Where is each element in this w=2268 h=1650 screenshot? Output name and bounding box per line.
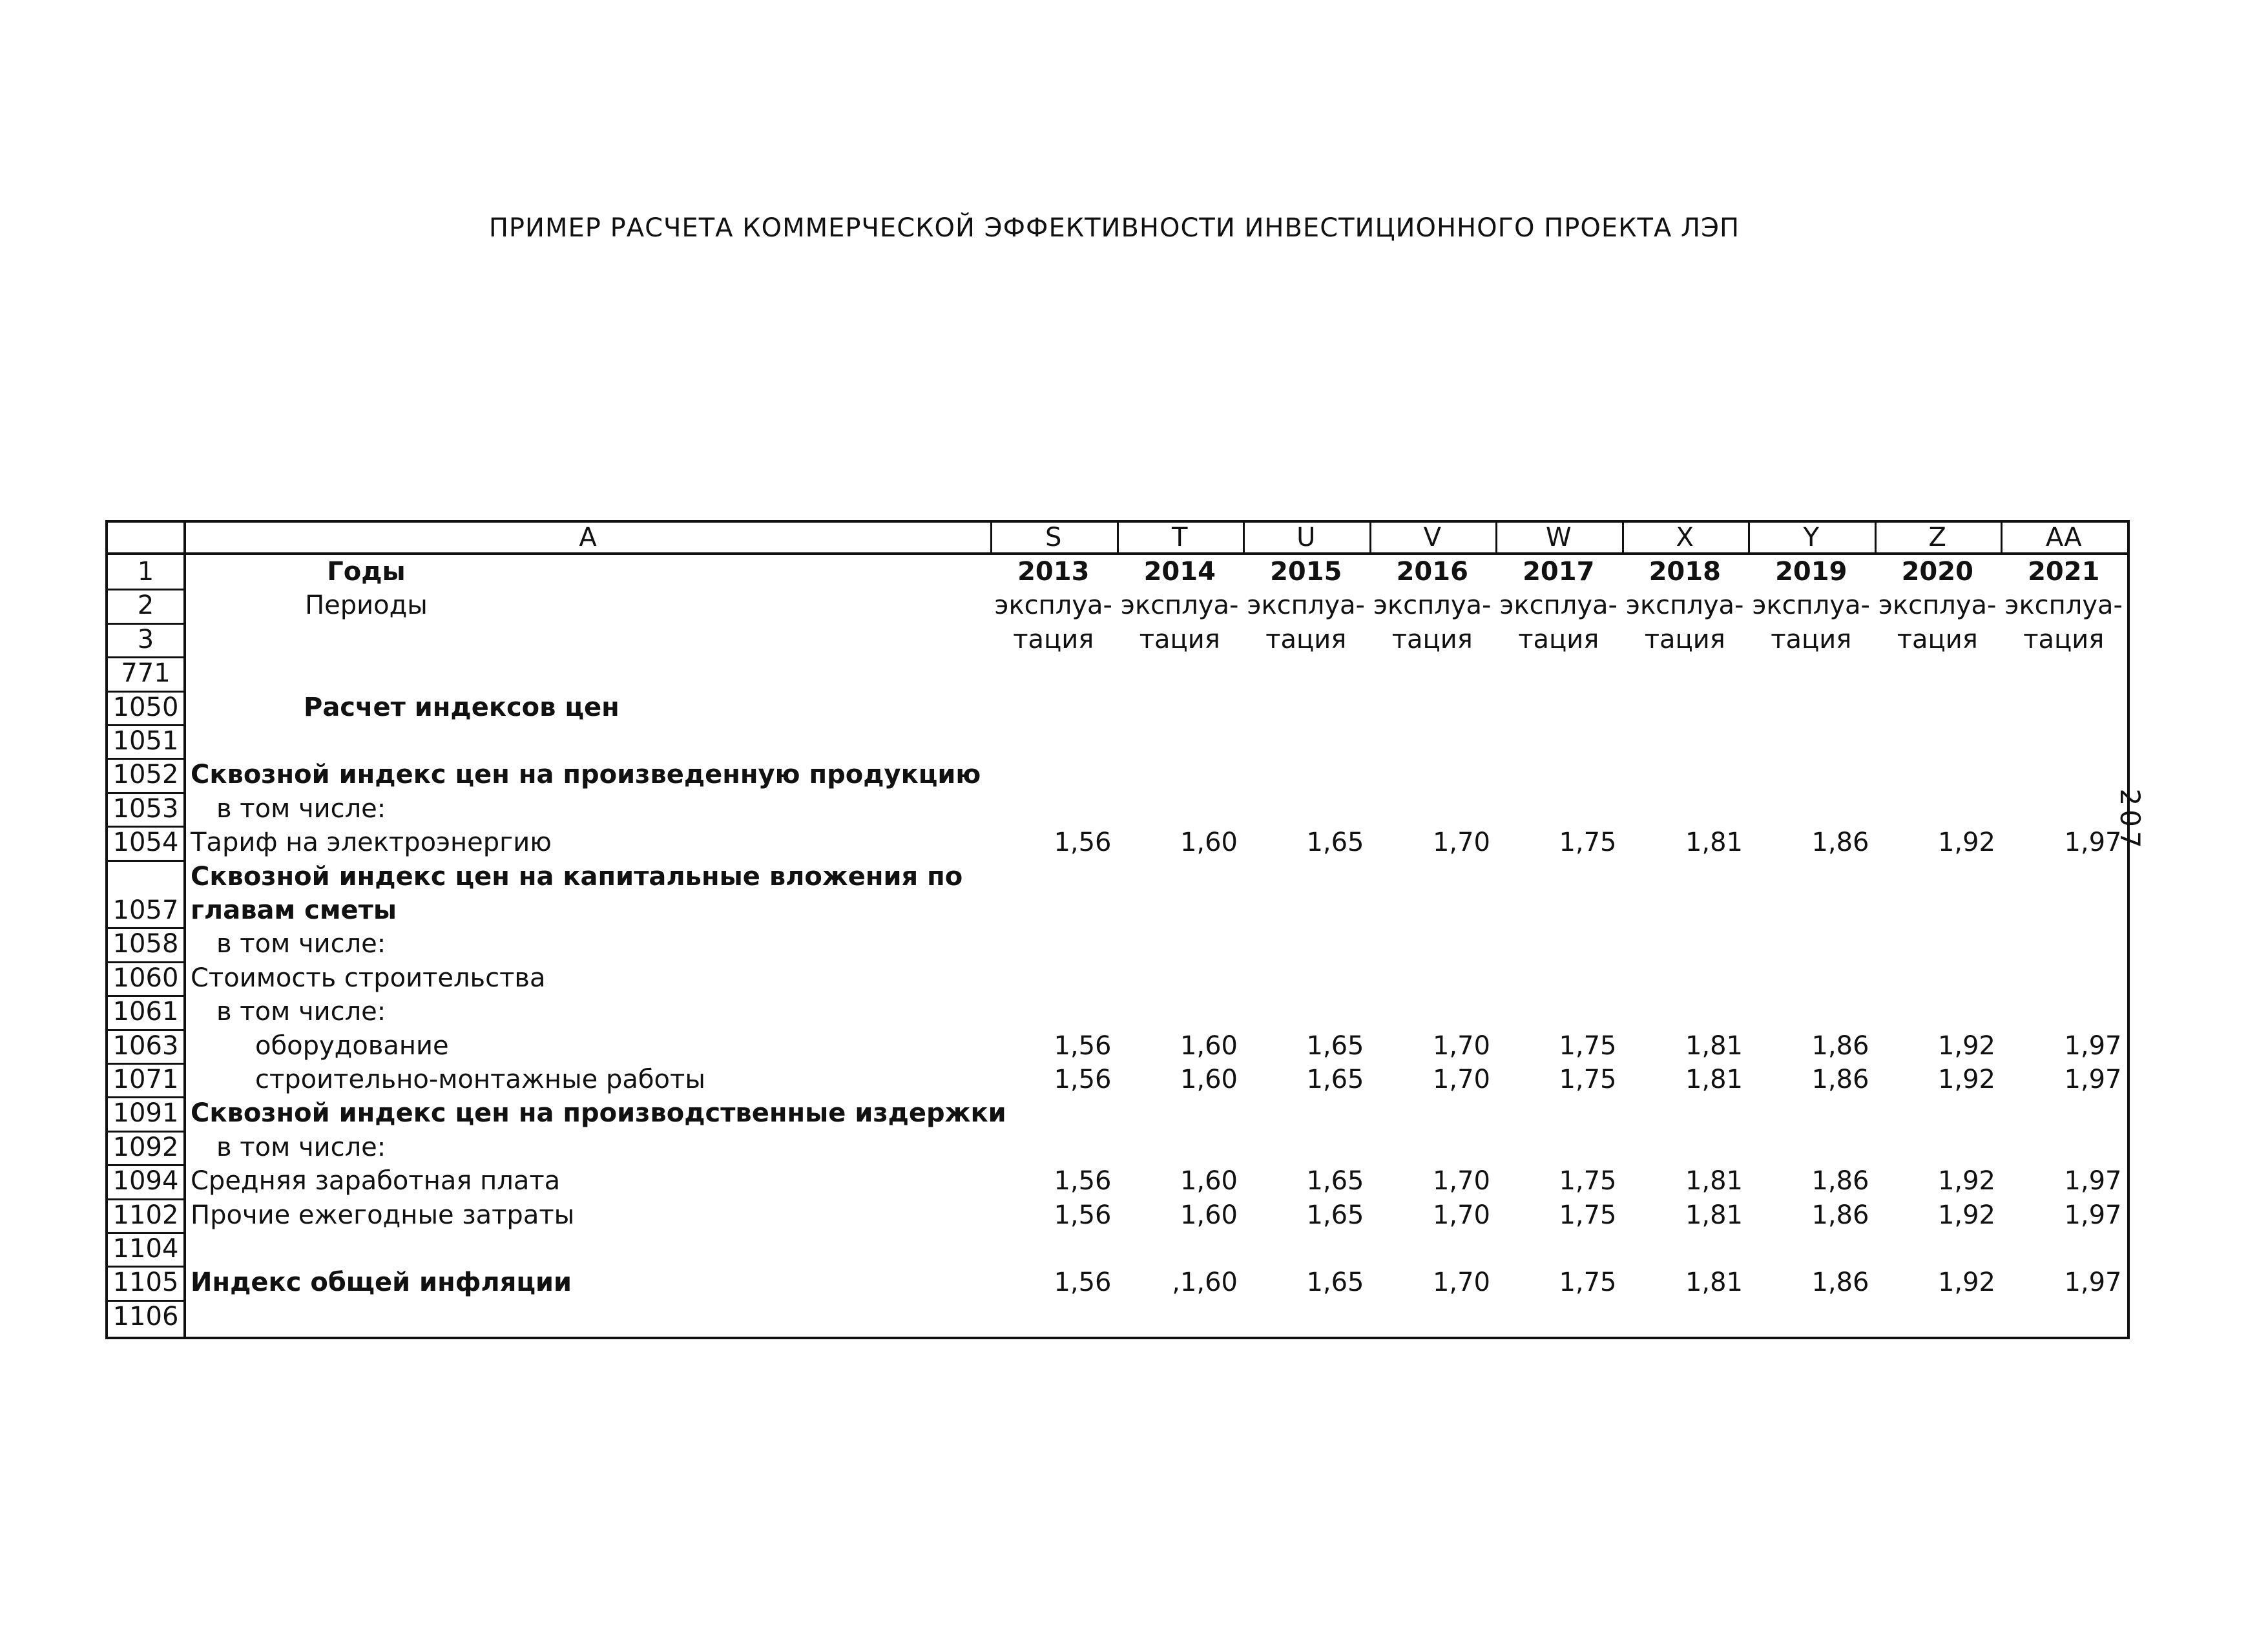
row-label: в том числе: <box>216 929 386 959</box>
value-cell: 1,70 <box>1432 1166 1490 1196</box>
row-number: 1094 <box>112 1166 179 1196</box>
value-cell: 1,86 <box>1811 1030 1869 1061</box>
value-cell: 1,60 <box>1180 828 1238 858</box>
period-label: эксплуа- <box>1373 590 1492 621</box>
grid-line-v <box>183 523 186 1337</box>
value-cell: 1,56 <box>1054 1200 1112 1230</box>
row-number: 1060 <box>112 963 179 993</box>
grid-line-v <box>1495 523 1497 552</box>
period-label: эксплуа- <box>1247 590 1365 621</box>
value-cell: 1,86 <box>1811 1200 1869 1230</box>
row-label: оборудование <box>255 1030 449 1061</box>
row-label: Сквозной индекс цен на производственные издержки <box>191 1098 1006 1129</box>
row-number: 1052 <box>112 760 179 790</box>
value-cell: 1,92 <box>1937 1268 1995 1298</box>
value-cell: 1,92 <box>1937 828 1995 858</box>
row-number: 2 <box>137 590 154 621</box>
value-cell: 1,65 <box>1306 1166 1364 1196</box>
value-cell: 1,97 <box>2064 1200 2122 1230</box>
row-number: 1061 <box>112 997 179 1027</box>
row-number: 1092 <box>112 1132 179 1162</box>
row-label: главам сметы <box>191 895 397 925</box>
grid-line-v <box>1243 523 1245 552</box>
value-cell: 1,60 <box>1180 1030 1238 1061</box>
value-cell: 1,86 <box>1811 1065 1869 1094</box>
row-label: Расчет индексов цен <box>304 692 619 722</box>
year-2019: 2019 <box>1775 557 1847 587</box>
column-header-w[interactable]: W <box>1545 523 1572 552</box>
value-cell: 1,65 <box>1306 1030 1364 1061</box>
row-number: 1051 <box>112 726 179 756</box>
grid-line-h <box>108 552 2127 555</box>
column-header-y[interactable]: Y <box>1803 523 1819 552</box>
value-cell: 1,86 <box>1811 1268 1869 1298</box>
grid-line-v <box>1369 523 1371 552</box>
period-label: тация <box>1013 624 1094 654</box>
value-cell: 1,60 <box>1180 1166 1238 1196</box>
value-cell: 1,75 <box>1559 1030 1617 1061</box>
year-2017: 2017 <box>1523 557 1595 587</box>
grid-line-h <box>108 860 183 862</box>
year-2021: 2021 <box>2028 557 2100 587</box>
row-number: 1057 <box>112 895 179 925</box>
value-cell: 1,81 <box>1685 1166 1743 1196</box>
period-label: эксплуа- <box>1878 590 1997 621</box>
value-cell: 1,92 <box>1937 1166 1995 1196</box>
grid-line-v <box>1748 523 1750 552</box>
row-label: в том числе: <box>216 1132 386 1162</box>
value-cell: 1,65 <box>1306 1268 1364 1298</box>
value-cell: 1,92 <box>1937 1065 1995 1094</box>
row-label: Сквозной индекс цен на произведенную продукцию <box>191 760 981 790</box>
column-header-v[interactable]: V <box>1423 523 1441 552</box>
row-number: 1053 <box>112 793 179 824</box>
value-cell: 1,70 <box>1432 1065 1490 1094</box>
period-label: тация <box>1771 624 1852 654</box>
row-label: в том числе: <box>216 793 386 824</box>
value-cell: 1,97 <box>2064 1268 2122 1298</box>
period-label: тация <box>1265 624 1347 654</box>
row-number: 1050 <box>112 692 179 722</box>
page-number: - 207 - <box>2114 762 2146 879</box>
period-label: эксплуа- <box>994 590 1112 621</box>
value-cell: 1,97 <box>2064 1065 2122 1094</box>
value-cell: 1,65 <box>1306 1200 1364 1230</box>
row-number: 1 <box>137 557 154 587</box>
grid-line-v <box>1875 523 1877 552</box>
period-label: тация <box>1391 624 1473 654</box>
value-cell: 1,65 <box>1306 828 1364 858</box>
row-number: 1102 <box>112 1200 179 1230</box>
period-label: эксплуа- <box>1752 590 1870 621</box>
row-number: 1063 <box>112 1030 179 1061</box>
value-cell: 1,92 <box>1937 1200 1995 1230</box>
grid-line-v <box>1117 523 1119 552</box>
value-cell: 1,75 <box>1559 1065 1617 1094</box>
row-number: 771 <box>121 658 171 689</box>
year-2018: 2018 <box>1649 557 1721 587</box>
row-number: 1054 <box>112 828 179 858</box>
row-label: Средняя заработная плата <box>191 1166 561 1196</box>
value-cell: 1,92 <box>1937 1030 1995 1061</box>
period-label: эксплуа- <box>1626 590 1744 621</box>
value-cell: 1,86 <box>1811 828 1869 858</box>
row-number: 1058 <box>112 929 179 959</box>
value-cell: 1,56 <box>1054 1065 1112 1094</box>
value-cell: 1,56 <box>1054 828 1112 858</box>
period-label: эксплуа- <box>1499 590 1618 621</box>
value-cell: 1,60 <box>1180 1200 1238 1230</box>
grid-line-v <box>1622 523 1624 552</box>
value-cell: 1,97 <box>2064 1030 2122 1061</box>
value-cell: 1,70 <box>1432 828 1490 858</box>
value-cell: 1,60 <box>1180 1065 1238 1094</box>
period-label: эксплуа- <box>1121 590 1239 621</box>
value-cell: 1,81 <box>1685 1200 1743 1230</box>
year-2015: 2015 <box>1270 557 1342 587</box>
period-label: тация <box>1518 624 1599 654</box>
value-cell: 1,86 <box>1811 1166 1869 1196</box>
periods-label: Периоды <box>305 590 428 621</box>
period-label: тация <box>1897 624 1978 654</box>
value-cell: 1,56 <box>1054 1166 1112 1196</box>
value-cell: 1,75 <box>1559 828 1617 858</box>
value-cell: 1,81 <box>1685 828 1743 858</box>
value-cell: 1,75 <box>1559 1200 1617 1230</box>
value-cell: 1,65 <box>1306 1065 1364 1094</box>
value-cell: 1,81 <box>1685 1268 1743 1298</box>
value-cell: 1,70 <box>1432 1268 1490 1298</box>
row-label: Индекс общей инфляции <box>191 1268 572 1298</box>
spreadsheet-table <box>105 520 2130 1339</box>
value-cell: 1,56 <box>1054 1030 1112 1061</box>
row-number: 1105 <box>112 1268 179 1298</box>
row-number: 1106 <box>112 1301 179 1331</box>
value-cell: 1,56 <box>1054 1268 1112 1298</box>
value-cell: 1,70 <box>1432 1200 1490 1230</box>
row-label: Тариф на электроэнергию <box>191 828 552 858</box>
row-label: Сквозной индекс цен на капитальные вложения по <box>191 861 963 892</box>
value-cell: 1,81 <box>1685 1065 1743 1094</box>
period-label: эксплуа- <box>2004 590 2123 621</box>
value-cell: 1,70 <box>1432 1030 1490 1061</box>
row-label: Стоимость строительства <box>191 963 546 993</box>
column-header-aa[interactable]: AA <box>2045 523 2082 552</box>
period-label: тация <box>2023 624 2105 654</box>
value-cell: 1,81 <box>1685 1030 1743 1061</box>
period-label: тация <box>1644 624 1725 654</box>
value-cell: 1,97 <box>2064 1166 2122 1196</box>
row-number: 1104 <box>112 1234 179 1264</box>
year-2016: 2016 <box>1396 557 1468 587</box>
value-cell: 1,97 <box>2064 828 2122 858</box>
column-header-a[interactable]: A <box>579 523 597 552</box>
page-title: ПРИМЕР РАСЧЕТА КОММЕРЧЕСКОЙ ЭФФЕКТИВНОСТИ ИНВЕСТИЦИОННОГО ПРОЕКТА ЛЭП <box>488 213 1740 243</box>
row-label: строительно-монтажные работы <box>255 1065 705 1094</box>
years-label: Годы <box>327 557 406 587</box>
grid-line-v <box>2001 523 2003 552</box>
row-number: 3 <box>137 624 154 654</box>
column-header-x[interactable]: X <box>1676 523 1694 552</box>
column-header-u[interactable]: U <box>1296 523 1316 552</box>
row-number: 1071 <box>112 1065 179 1094</box>
column-header-z[interactable]: Z <box>1928 523 1946 552</box>
value-cell: 1,75 <box>1559 1166 1617 1196</box>
year-2013: 2013 <box>1017 557 1090 587</box>
row-number: 1091 <box>112 1098 179 1129</box>
row-label: в том числе: <box>216 997 386 1027</box>
value-cell: ,1,60 <box>1172 1268 1238 1298</box>
year-2014: 2014 <box>1143 557 1216 587</box>
row-label: Прочие ежегодные затраты <box>191 1200 575 1230</box>
year-2020: 2020 <box>1901 557 1973 587</box>
column-header-s[interactable]: S <box>1045 523 1062 552</box>
value-cell: 1,75 <box>1559 1268 1617 1298</box>
column-header-t[interactable]: T <box>1172 523 1188 552</box>
period-label: тация <box>1139 624 1220 654</box>
